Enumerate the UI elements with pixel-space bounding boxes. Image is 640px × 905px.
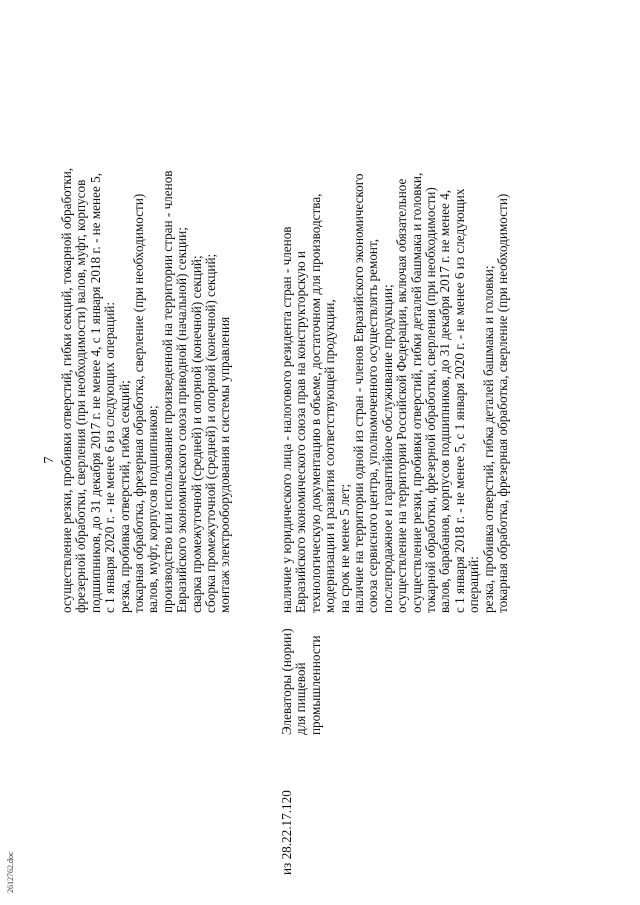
continued-requirements-cell [60,45,233,613]
requirement-line: на срок не менее 5 лет; [336,483,352,613]
document-id: 2612762.doc [6,851,15,893]
page-number: 7 [42,456,57,464]
requirement-line: токарная обработка, фрезерная обработка, сверление (при необходимости) [495,193,511,613]
rotated-page [40,45,580,875]
requirement-line: модернизации и развития соответствующей продукции, [322,299,338,613]
requirement-line: резка, пробивка отверстий, гибка секций; [116,380,132,613]
requirement-line: послепродажное и гарантийное обслуживание продукции; [379,284,395,613]
requirement-line: сварка промежуточной (средней) и опорной (конечной) секций; [188,255,204,613]
requirement-line: фрезерной обработки, сверления (при необходимости) валов, муфт, корпусов [73,179,89,613]
requirement-line: Евразийского экономического союза прав на конструкторскую и [293,251,309,613]
requirements-cell [280,45,511,613]
requirement-line: с 1 января 2020 г. - не менее 6 из следующих операций: [102,302,118,613]
product-name-line: для пищевой [293,662,309,735]
product-name-line: промышленности [307,635,323,735]
requirement-line: союза сервисного центра, уполномоченного осуществлять ремонт, [365,238,381,613]
requirement-line: подшипников, до 31 декабря 2017 г. не менее 4, с 1 января 2018 г. - не менее 5, [87,173,103,613]
requirement-line: токарная обработка, фрезерная обработка, сверление (при необходимости) [131,193,147,613]
requirement-line: наличие у юридического лица - налогового резидента стран - членов [279,226,294,613]
requirement-line: монтаж электрооборудования и системы управления [217,316,233,613]
okpd-code: из 28.22.17.120 [279,790,294,875]
requirement-line: осуществление резки, пробивки отверстий, гибки секций, токарной обработки, [59,167,74,613]
requirement-line: Евразийского экономического союза приводной (начальной) секции; [174,227,190,613]
product-name [279,628,323,735]
product-name-line: Элеваторы (нории) [279,628,294,735]
requirement-line: наличие на территории одной из стран - членов Евразийского экономического [351,173,367,613]
requirement-line: операций: [466,556,482,613]
requirement-line: производство или использование произведенной на территории стран - членов [159,170,175,613]
requirement-line: с 1 января 2018 г. - не менее 5, с 1 января 2020 г. - не менее 6 из следующих [451,188,467,613]
requirement-line: резка, пробивка отверстий, гибка деталей башмака и головки; [480,265,496,613]
requirement-line: осуществление резки, пробивки отверстий, гибки деталей башмака и головки, [408,172,424,613]
requirement-line: осуществление на территории Российской Федерации, включая обязательное [394,178,410,613]
requirement-line: валов, барабанов, корпусов подшипников, до 31 декабря 2017 г. не менее 4, [437,189,453,613]
requirement-line: сборка промежуточной (средней) и опорной (конечной) секций; [203,253,219,613]
requirement-line: валов, муфт, корпусов подшипников; [145,405,161,613]
requirement-line: токарной обработки, фрезерной обработки, сверления (при необходимости) [423,187,439,613]
requirement-line: технологическую документацию в объеме, достаточном для производства, [307,193,323,613]
